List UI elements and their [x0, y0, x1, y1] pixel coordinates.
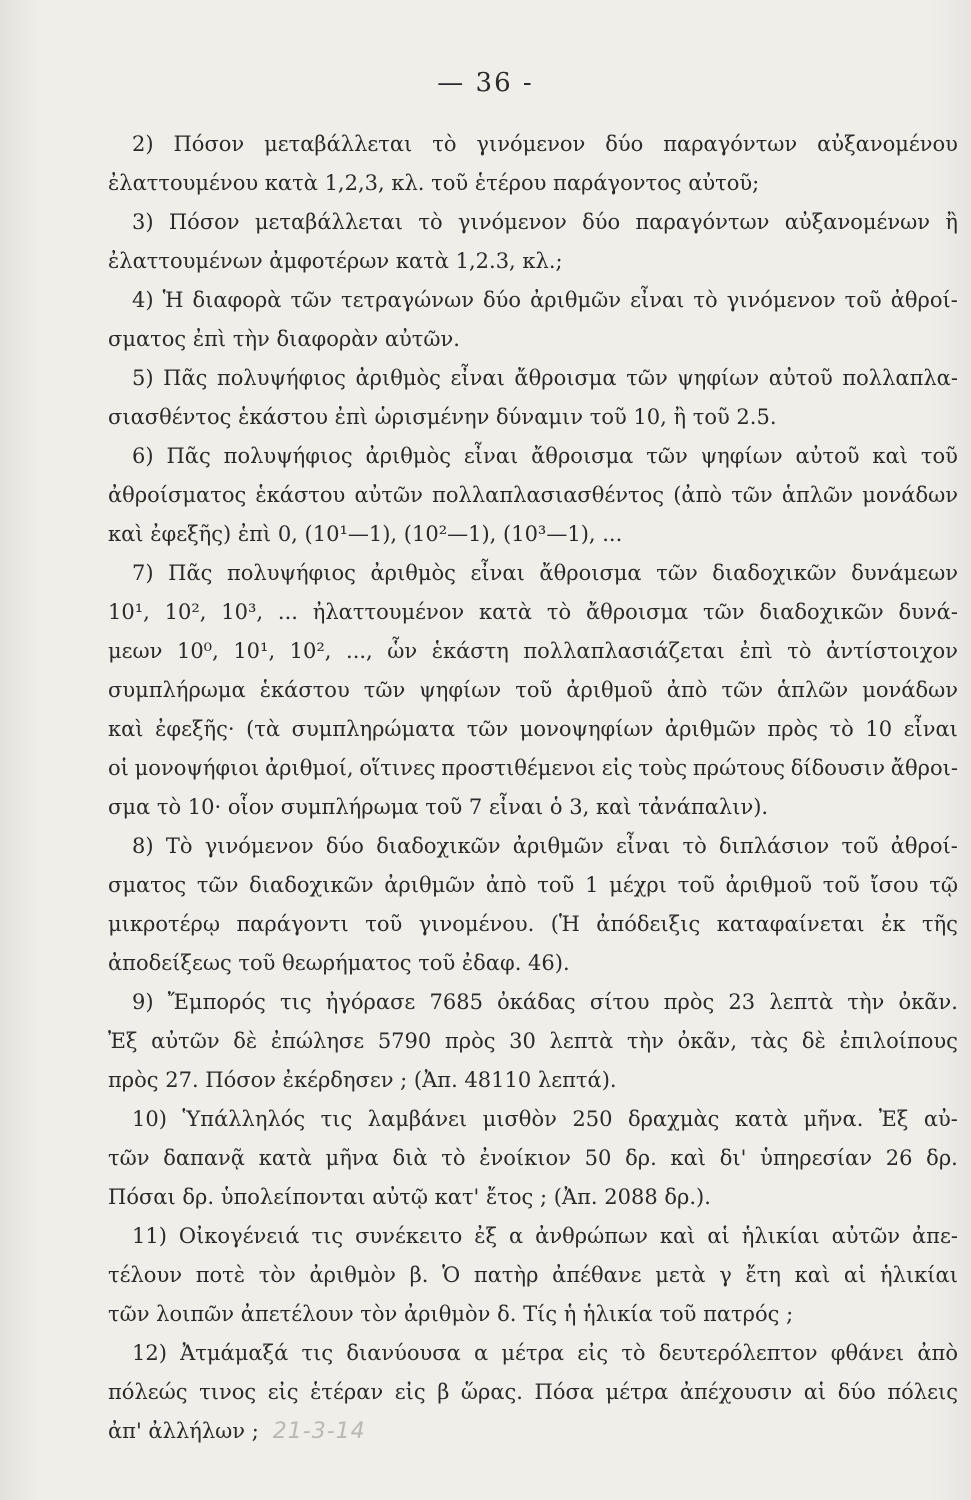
text-line: 7) Πᾶς πολυψήφιος ἀριθμὸς εἶναι ἄθροισμα τῶν διαδοχικῶν δυνάμεων — [132, 561, 958, 585]
text-line: Ἐξ αὐτῶν δὲ ἐπώλησε 5790 πρὸς 30 λεπτὰ τὴν ὀκᾶν, τὰς δὲ ἐπιλοίπους — [108, 1029, 958, 1053]
text-line: 6) Πᾶς πολυψήφιος ἀριθμὸς εἶναι ἄθροισμα τῶν ψηφίων αὐτοῦ καὶ τοῦ — [132, 444, 958, 468]
text-line: μεων 10⁰, 10¹, 10², ..., ὧν ἑκάστη πολλαπλασιάζεται ἐπὶ τὸ ἀντίστοιχον — [108, 639, 958, 663]
text-line: 10¹, 10², 10³, ... ἠλαττουμένον κατὰ τὸ ἄθροισμα τῶν διαδοχικῶν δυνά- — [108, 600, 958, 624]
text-line: καὶ ἐφεξῆς) ἐπὶ 0, (10¹—1), (10²—1), (10³—1), ... — [108, 522, 623, 546]
text-line: πόλεώς τινος εἰς ἑτέραν εἰς β ὥρας. Πόσα μέτρα ἀπέχουσιν αἱ δύο πόλεις — [108, 1380, 958, 1404]
text-line: 2) Πόσον μεταβάλλεται τὸ γινόμενον δύο παραγόντων αὐξανομένου — [132, 132, 958, 156]
text-line: 12) Ἀτμάμαξά τις διανύουσα α μέτρα εἰς τὸ δευτερόλεπτον φθάνει ἀπὸ — [132, 1341, 958, 1365]
text-line: 4) Ἡ διαφορὰ τῶν τετραγώνων δύο ἀριθμῶν εἶναι τὸ γινόμενον τοῦ ἀθροί- — [132, 288, 958, 312]
text-line: 10) Ὑπάλληλός τις λαμβάνει μισθὸν 250 δραχμὰς κατὰ μῆνα. Ἐξ αὐ- — [132, 1107, 958, 1131]
text-line: 3) Πόσον μεταβάλλεται τὸ γινόμενον δύο παραγόντων αὐξανομένων ἢ — [132, 210, 958, 234]
text-line: 11) Οἰκογένειά τις συνέκειτο ἐξ α ἀνθρώπων καὶ αἱ ἡλικίαι αὐτῶν ἀπε- — [132, 1224, 958, 1248]
text-line: ἐλαττουμένων ἀμφοτέρων κατὰ 1,2.3, κλ.; — [108, 249, 563, 273]
page-number: — 36 - — [437, 68, 534, 98]
handwritten-pencil-note: 21-3-14 — [272, 1419, 366, 1444]
text-line: σματος ἐπὶ τὴν διαφορὰν αὐτῶν. — [108, 327, 460, 351]
text-line: μικροτέρῳ παράγοντι τοῦ γινομένου. (Ἡ ἀπόδειξις καταφαίνεται ἐκ τῆς — [108, 912, 958, 936]
text-line: καὶ ἐφεξῆς· (τὰ συμπληρώματα τῶν μονοψηφίων ἀριθμῶν πρὸς τὸ 10 εἶναι — [108, 717, 958, 741]
page-body-text — [108, 125, 958, 1451]
text-line: συμπλήρωμα ἑκάστου τῶν ψηφίων τοῦ ἀριθμοῦ ἀπὸ τῶν ἁπλῶν μονάδων — [108, 678, 958, 702]
text-line: 8) Τὸ γινόμενον δύο διαδοχικῶν ἀριθμῶν εἶναι τὸ διπλάσιον τοῦ ἀθροί- — [132, 834, 958, 858]
text-line: ἐλαττουμένου κατὰ 1,2,3, κλ. τοῦ ἑτέρου παράγοντος αὐτοῦ; — [108, 171, 760, 195]
text-line: ἀθροίσματος ἑκάστου αὐτῶν πολλαπλασιασθέντος (ἀπὸ τῶν ἁπλῶν μονάδων — [108, 483, 958, 507]
text-line: τῶν λοιπῶν ἀπετέλουν τὸν ἀριθμὸν δ. Τίς ἡ ἡλικία τοῦ πατρός ; — [108, 1302, 794, 1326]
text-line: Πόσαι δρ. ὑπολείπονται αὐτῷ κατ' ἔτος ; (Ἀπ. 2088 δρ.). — [108, 1185, 711, 1209]
text-line: πρὸς 27. Πόσον ἐκέρδησεν ; (Ἀπ. 48110 λεπτά). — [108, 1068, 617, 1092]
text-line: 5) Πᾶς πολυψήφιος ἀριθμὸς εἶναι ἄθροισμα τῶν ψηφίων αὐτοῦ πολλαπλα- — [132, 366, 958, 390]
text-line: ἀπ' ἀλλήλων ; 21-3-14 — [108, 1412, 958, 1451]
text-line: σιασθέντος ἑκάστου ἐπὶ ὡρισμένην δύναμιν τοῦ 10, ἢ τοῦ 2.5. — [108, 405, 777, 429]
text-line: οἱ μονοψήφιοι ἀριθμοί, οἵτινες προστιθέμενοι εἰς τοὺς πρώτους δίδουσιν ἄθροι- — [108, 756, 958, 780]
text-line: σμα τὸ 10· οἷον συμπλήρωμα τοῦ 7 εἶναι ὁ 3, καὶ τἀνάπαλιν). — [108, 795, 769, 819]
text-line: σματος τῶν διαδοχικῶν ἀριθμῶν ἀπὸ τοῦ 1 μέχρι τοῦ ἀριθμοῦ τοῦ ἴσου τῷ — [108, 873, 958, 897]
text-line: τέλουν ποτὲ τὸν ἀριθμὸν β. Ὁ πατὴρ ἀπέθανε μετὰ γ ἔτη καὶ αἱ ἡλικίαι — [108, 1263, 958, 1287]
text-line: 9) Ἔμπορός τις ἠγόρασε 7685 ὀκάδας σίτου πρὸς 23 λεπτὰ τὴν ὀκᾶν. — [132, 990, 958, 1014]
text-line: τῶν δαπανᾷ κατὰ μῆνα διὰ τὸ ἐνοίκιον 50 δρ. καὶ δι' ὑπηρεσίαν 26 δρ. — [108, 1146, 958, 1170]
text-line: ἀποδείξεως τοῦ θεωρήματος τοῦ ἐδαφ. 46). — [108, 951, 570, 975]
